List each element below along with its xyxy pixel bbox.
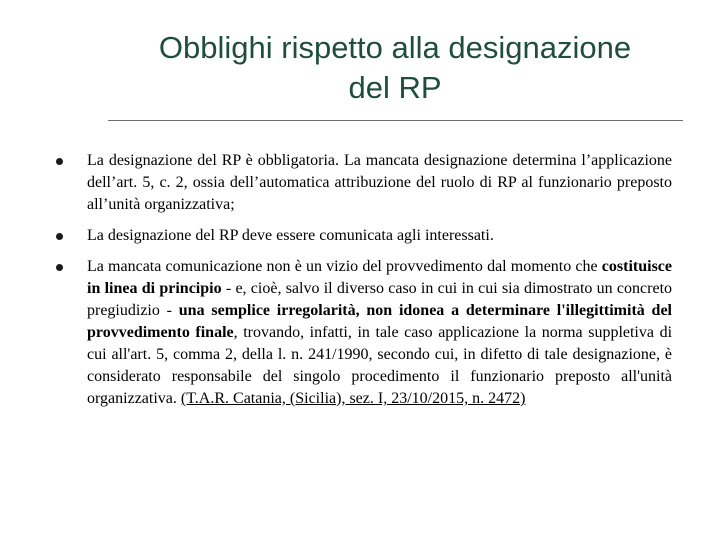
slide-title [100,28,690,108]
bullet-list [52,150,672,419]
bullet-item-mancata-comunicazione [52,256,672,410]
title-divider [108,120,683,121]
bullet-dot-icon [56,264,63,271]
bullet-dot-icon [56,233,63,240]
bullet-text-seg5: , trovando, infatti, in tale caso applicazione la norma suppletiva di cui all'art. 5, comma 2, della l. n. 241/1990, secondo cui, in difetto di tale designazione, è considerato responsabile del singolo procedimento il funzionario preposto all'unità organizzativa. [87,324,673,407]
bullet-text-bold-principio: costituisce in linea di principio [87,258,672,297]
bullet-item-comunicata [52,225,672,247]
slide-title-line-2: del RP [348,70,442,105]
bullet-text-seg3: - e, cioè, salvo il diverso caso in cui in cui sia dimostrato un concreto pregiudizio - [87,280,673,319]
bullet-item-obbligatoria [52,150,672,216]
bullet-text-bold-irregolarita: una semplice irregolarità, non idonea a determinare l'illegittimità del provvedimento finale [87,302,672,341]
bullet-dot-icon [56,158,63,165]
bullet-text: La designazione del RP è obbligatoria. La mancata designazione determina l’applicazione dell’art. 5, c. 2, ossia dell’automatica attribuzione del ruolo di RP al funzionario preposto all’unità organizzativa; [87,152,672,213]
bullet-text: La designazione del RP deve essere comunicata agli interessati. [87,227,494,244]
slide-title-line-1: Obblighi rispetto alla designazione [158,30,632,65]
bullet-text-seg1: La mancata comunicazione non è un vizio del provvedimento dal momento che [87,258,602,275]
case-citation: (T.A.R. Catania, (Sicilia), sez. I, 23/10/2015, n. 2472) [180,390,526,407]
